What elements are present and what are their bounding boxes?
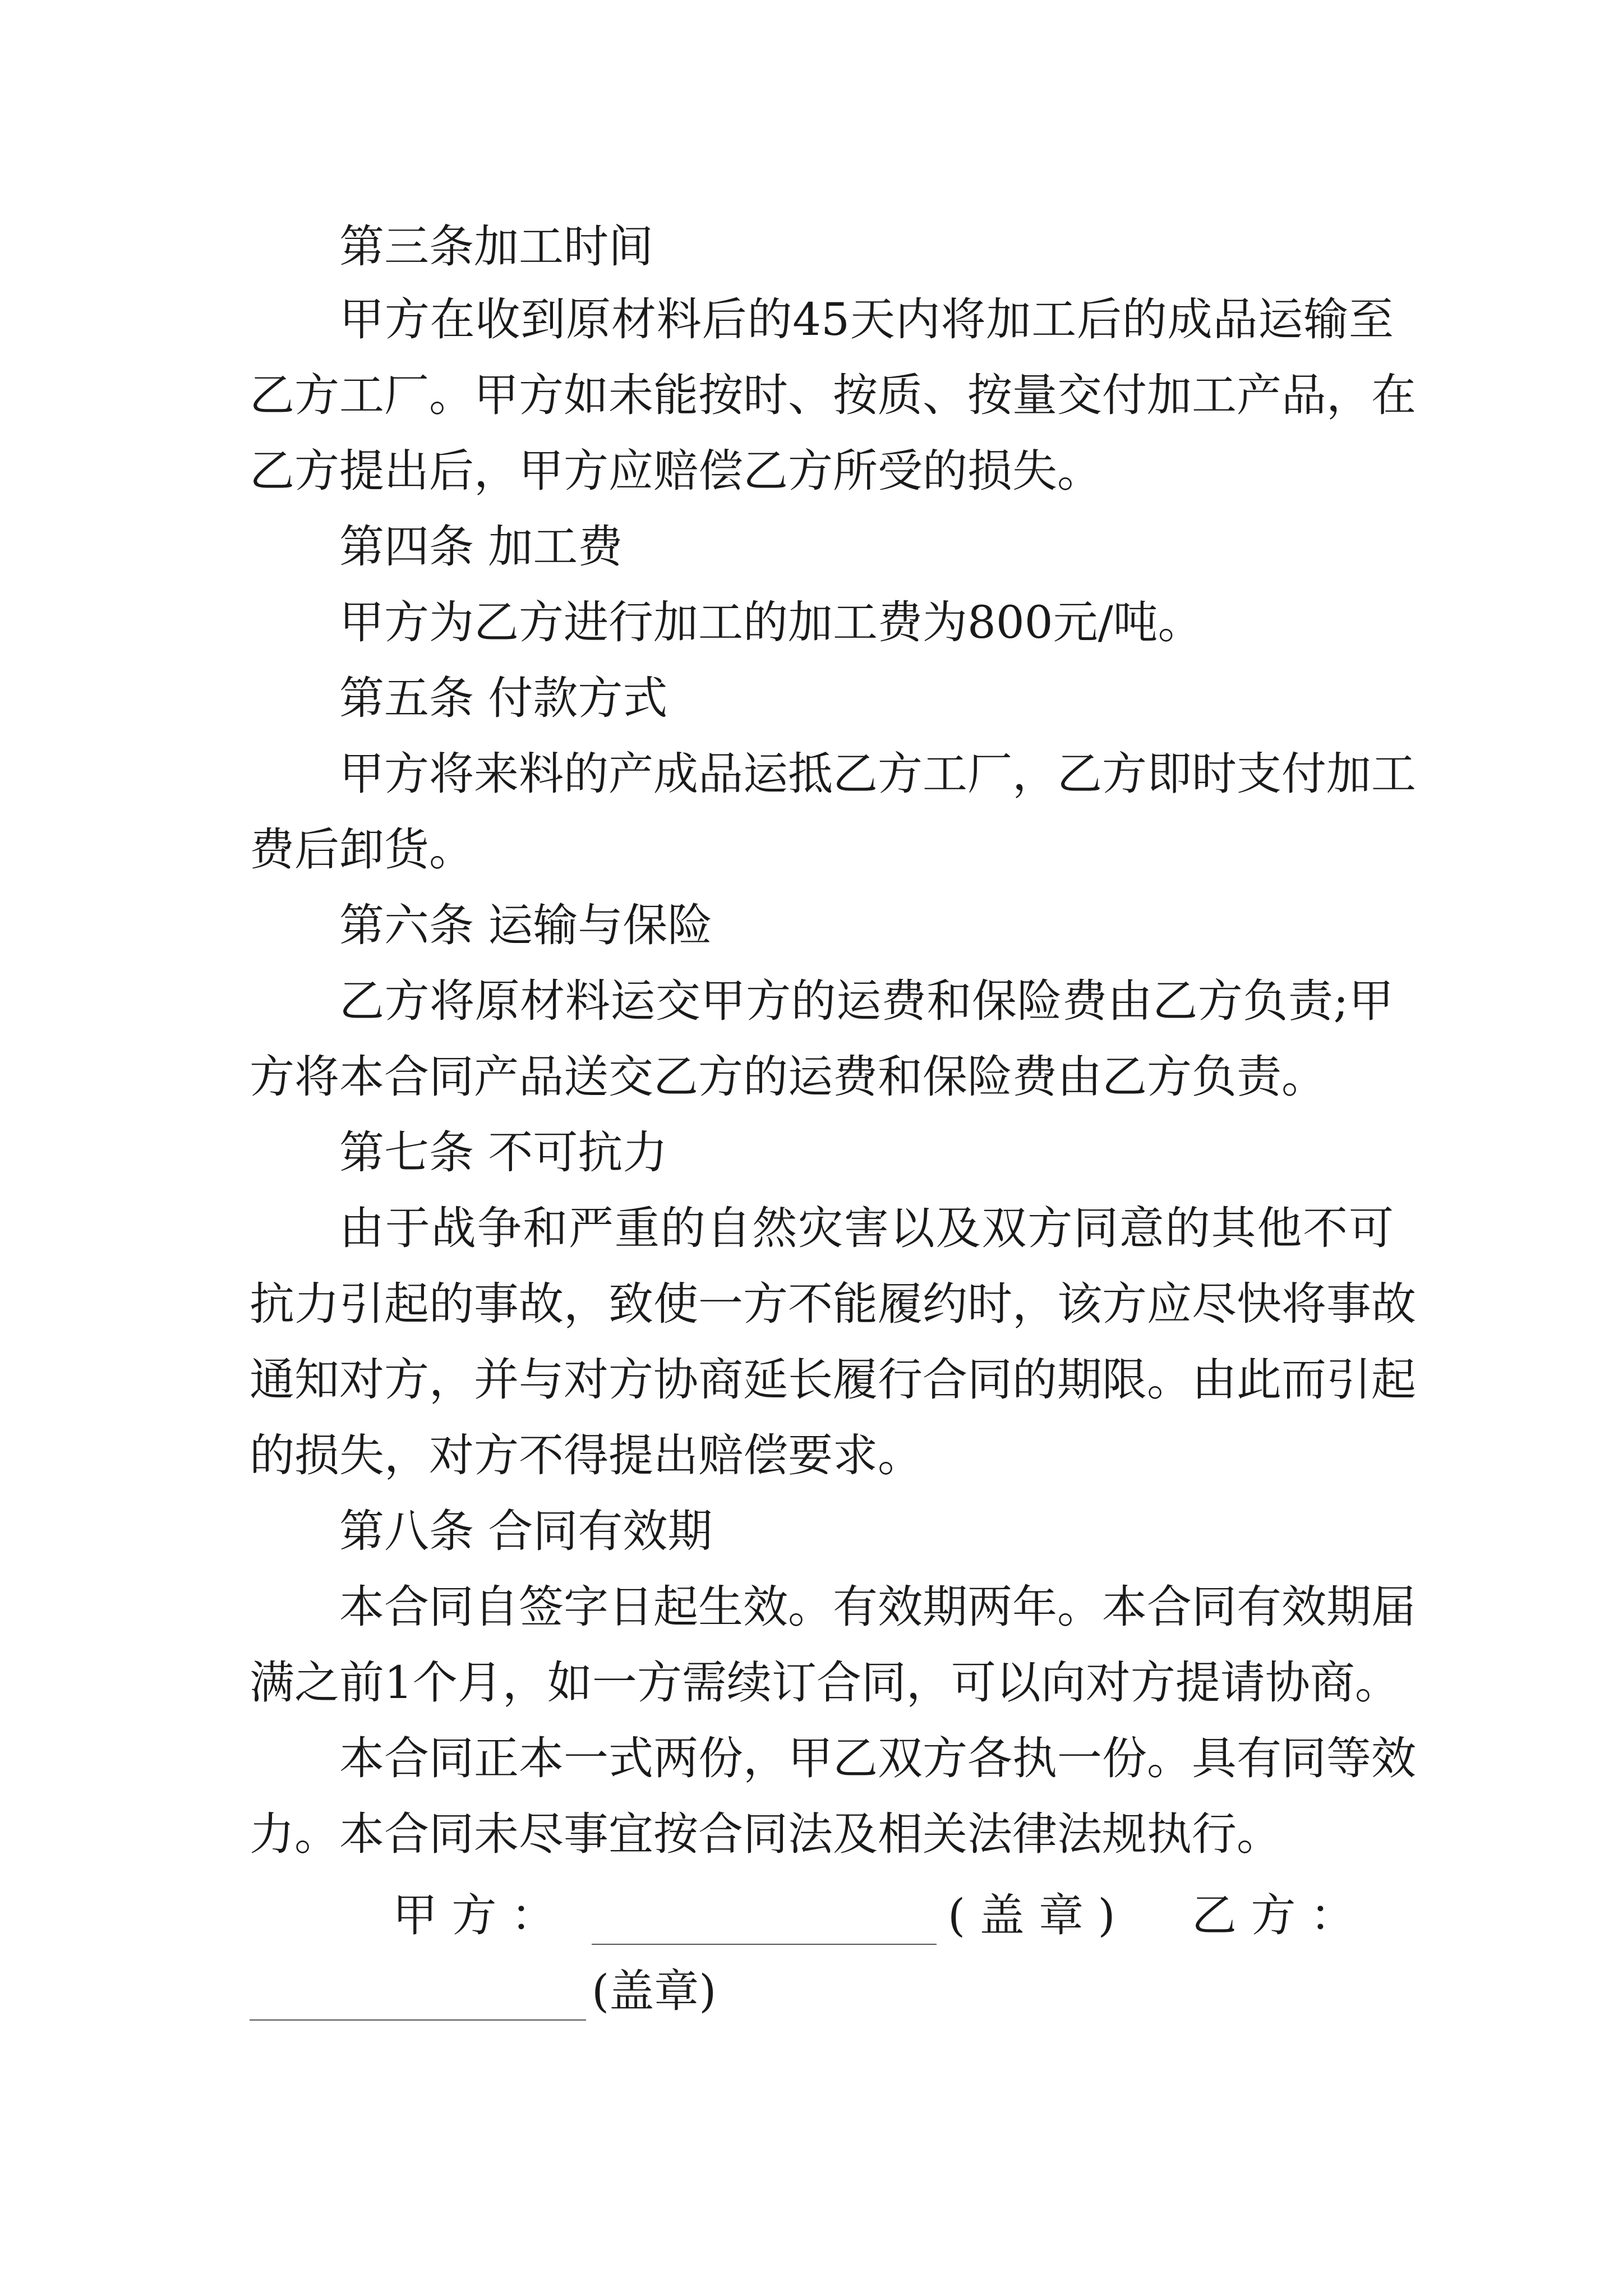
article-6-heading: 第六条 运输与保险 — [339, 899, 713, 951]
paragraph-line: 本合同正本一式两份，甲乙双方各执一份。具有同等效 — [339, 1732, 1416, 1784]
paragraph-line: 力。本合同未尽事宜按合同法及相关法律法规执行。 — [250, 1808, 1281, 1860]
party-a-label: 甲 方 ： — [393, 1889, 556, 1941]
article-8-heading: 第八条 合同有效期 — [339, 1505, 713, 1557]
paragraph-line: 甲方在收到原材料后的45天内将加工后的成品运输至 — [339, 293, 1394, 346]
paragraph-line: 的损失，对方不得提出赔偿要求。 — [250, 1429, 923, 1481]
paragraph-line: 抗力引起的事故，致使一方不能履约时，该方应尽快将事故 — [250, 1278, 1416, 1330]
article-4-heading: 第四条 加工费 — [339, 521, 623, 573]
paragraph-line: 乙方工厂。甲方如未能按时、按质、按量交付加工产品，在 — [250, 369, 1416, 421]
paragraph-line: 甲方将来料的产成品运抵乙方工厂，乙方即时支付加工 — [339, 748, 1416, 800]
article-5-heading: 第五条 付款方式 — [339, 672, 668, 724]
paragraph-line: 甲方为乙方进行加工的加工费为800元/吨。 — [339, 596, 1203, 648]
party-b-signature-blank — [250, 1980, 586, 2021]
signature-row-a — [393, 1888, 556, 1944]
seal-b-label: (盖章) — [592, 1965, 717, 2017]
paragraph-line: 乙方提出后，甲方应赔偿乙方所受的损失。 — [250, 445, 1102, 497]
paragraph-line: 乙方将原材料运交甲方的运费和保险费由乙方负责;甲 — [339, 975, 1394, 1027]
article-7-heading: 第七条 不可抗力 — [339, 1126, 668, 1179]
paragraph-line: 方将本合同产品送交乙方的运费和保险费由乙方负责。 — [250, 1051, 1326, 1103]
party-b-label: 乙 方 ： — [1192, 1889, 1355, 1941]
paragraph-line: 由于战争和严重的自然灾害以及双方同意的其他不可 — [339, 1202, 1394, 1254]
paragraph-line: 通知对方，并与对方协商延长履行合同的期限。由此而引起 — [250, 1354, 1416, 1406]
paragraph-line: 本合同自签字日起生效。有效期两年。本合同有效期届 — [339, 1581, 1416, 1633]
paragraph-line: 费后卸货。 — [250, 823, 474, 876]
paragraph-line: 满之前1个月，如一方需续订合同，可以向对方提请协商。 — [250, 1657, 1400, 1709]
party-a-signature-blank — [592, 1904, 937, 1945]
seal-a-label: ( 盖 章 ) — [948, 1889, 1115, 1941]
article-3-heading: 第三条加工时间 — [339, 220, 653, 273]
